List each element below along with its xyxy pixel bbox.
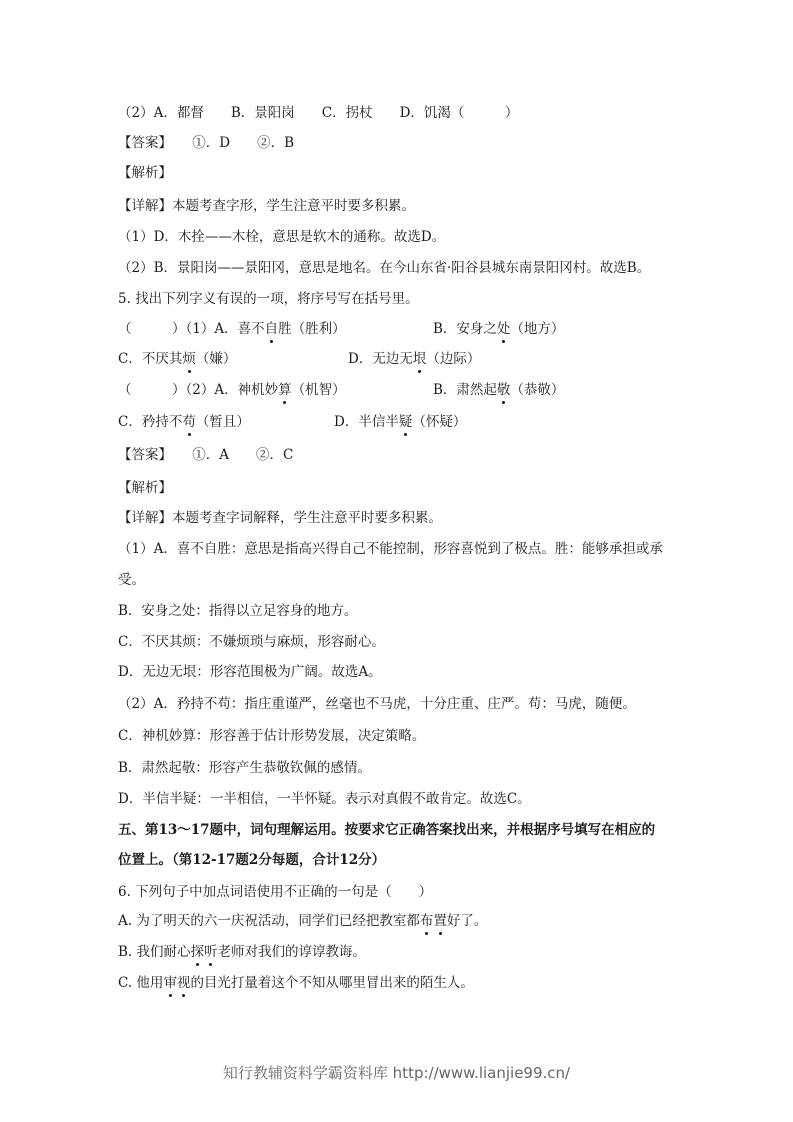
- explanation-line: （2）A．矜持不苟：指庄重谨严，丝毫也不马虎，十分庄重、庄严。苟：马虎，随便。: [118, 696, 636, 712]
- q6-option-b: B. 我们耐心探听老师对我们的谆谆教诲。: [118, 944, 367, 960]
- explanation-line: D．半信半疑：一半相信，一半怀疑。表示对真假不敢肯定。故选C。: [118, 791, 531, 807]
- section-5-heading: 五、第13～17题中，词句理解运用。按要求它正确答案找出来，并根据序号填写在相应的: [118, 822, 656, 838]
- footer-watermark: 知行教辅资料学霸资料库 http://www.lianjie99.cn/: [222, 1064, 571, 1082]
- detail-explanation: 【详解】本题考查字词解释，学生注意平时要多积累。: [118, 510, 442, 526]
- explanation-line: B．安身之处：指得以立足容身的地方。: [118, 603, 358, 619]
- question-6-title: 6. 下列句子中加点词语使用不正确的一句是（ ）: [118, 884, 433, 900]
- explanation-line: （1）A．喜不自胜：意思是指高兴得自己不能控制，形容喜悦到了极点。胜：能够承担或承: [118, 541, 663, 557]
- q5-part2-option-d: D．半信半疑（怀疑）: [334, 414, 467, 430]
- answer-label: 【答案】 ①．D ②．B: [118, 135, 294, 151]
- explanation-line: （1）D．木拴——木栓，意思是软木的通称。故选D。: [118, 229, 446, 245]
- answer-label: 【答案】 ①．A ②．C: [118, 447, 294, 463]
- explanation-line: C．神机妙算：形容善于估计形势发展，决定策略。: [118, 728, 426, 744]
- q5-part1-row1: （ ）（1）A．喜不自胜（胜利）: [118, 321, 346, 337]
- q4-part2-options: （2）A．都督 B．景阳岗 C．拐杖 D．饥渴（ ）: [118, 105, 519, 121]
- q5-part2-option-b: B．肃然起敬（恭敬）: [433, 382, 565, 398]
- q6-option-a: A. 为了明天的六一庆祝活动，同学们已经把教室都布置好了。: [118, 913, 488, 929]
- detail-explanation: 【详解】本题考查字形，学生注意平时要多积累。: [118, 198, 415, 214]
- q6-option-c: C. 他用审视的目光打量着这个不知从哪里冒出来的陌生人。: [118, 975, 474, 991]
- analysis-label: 【解析】: [118, 480, 172, 496]
- q5-part2-option-c: C．矜持不苟（暂且）: [118, 414, 250, 430]
- q5-part2-row1: （ ）（2）A．神机妙算（机智）: [118, 382, 346, 398]
- q5-part1-option-c: C．不厌其烦（嫌）: [118, 351, 237, 367]
- analysis-label: 【解析】: [118, 165, 172, 181]
- q5-part1-option-d: D．无边无垠（边际）: [348, 351, 481, 367]
- explanation-line: D．无边无垠：形容范围极为广阔。故选A。: [118, 664, 382, 680]
- question-5-title: 5. 找出下列字义有误的一项，将序号写在括号里。: [118, 291, 419, 307]
- explanation-line: 受。: [118, 572, 145, 588]
- section-5-heading-cont: 位置上。（第12-17题2分每题，合计12分）: [118, 852, 386, 868]
- q5-part1-option-b: B．安身之处（地方）: [433, 321, 565, 337]
- explanation-line: （2）B．景阳岗——景阳冈，意思是地名。在今山东省·阳谷县城东南景阳冈村。故选B。: [118, 260, 651, 276]
- explanation-line: C．不厌其烦：不嫌烦琐与麻烦，形容耐心。: [118, 634, 385, 650]
- explanation-line: B．肃然起敬：形容产生恭敬钦佩的感情。: [118, 760, 371, 776]
